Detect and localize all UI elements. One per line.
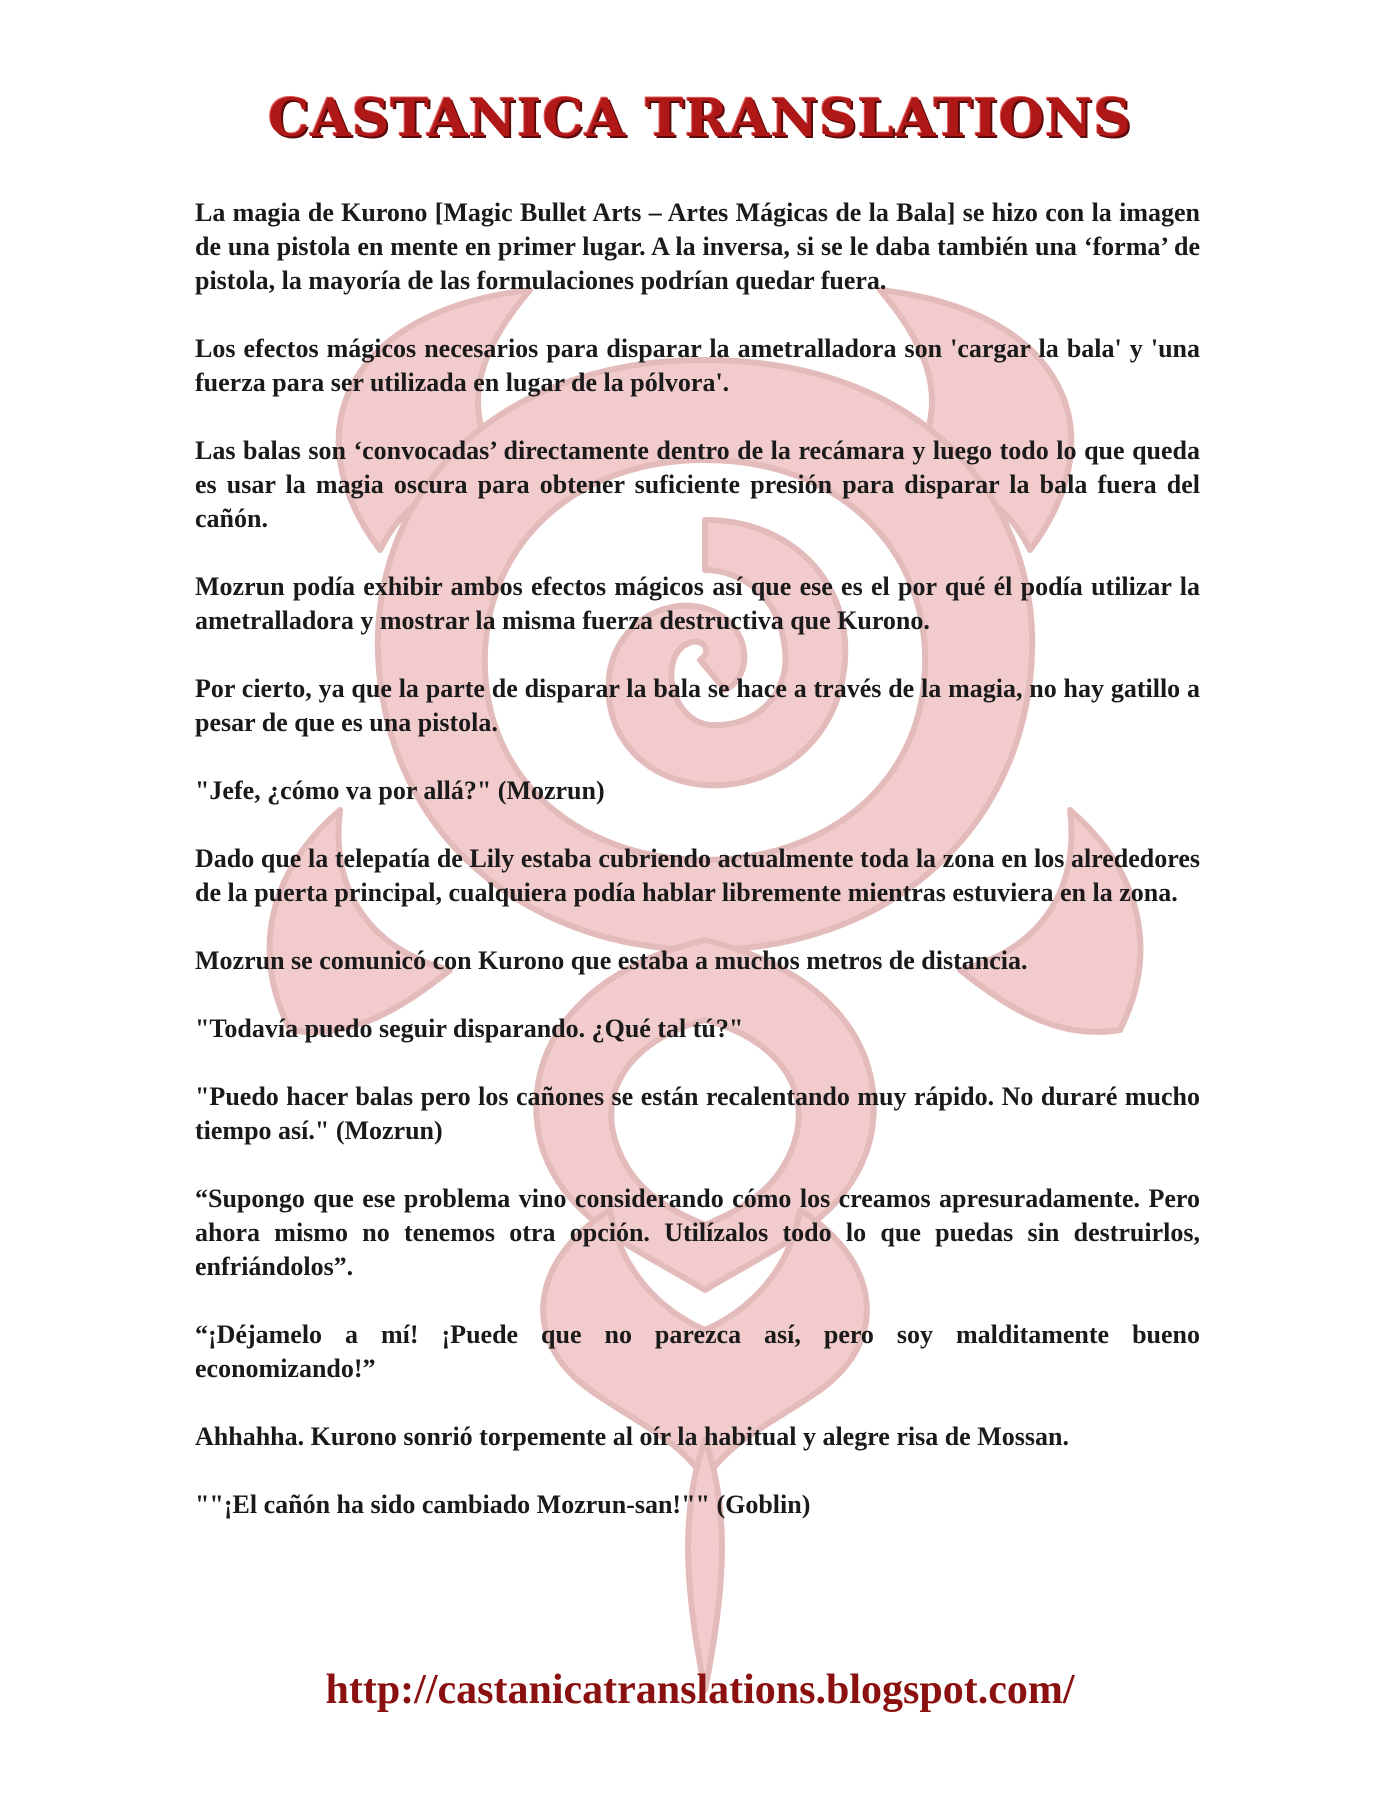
header bbox=[0, 88, 1400, 149]
paragraph: La magia de Kurono [Magic Bullet Arts – Artes Mágicas de la Bala] se hizo con la imagen de una pistola en mente en primer lugar. A la inversa, si se le daba también una ‘forma’ de pistola, la mayoría de las formulaciones podrían quedar fuera. bbox=[195, 198, 1200, 295]
paragraph: "Todavía puedo seguir disparando. ¿Qué tal tú?" bbox=[195, 1014, 744, 1043]
paragraph: "Jefe, ¿cómo va por allá?" (Mozrun) bbox=[195, 776, 605, 805]
blog-url-link[interactable]: http://castanicatranslations.blogspot.com/ bbox=[325, 1667, 1075, 1713]
paragraph: Dado que la telepatía de Lily estaba cubriendo actualmente toda la zona en los alrededores de la puerta principal, cualquiera podía hablar libremente mientras estuviera en la zona. bbox=[195, 844, 1200, 907]
site-title: CASTANICA TRANSLATIONS bbox=[268, 88, 1132, 149]
paragraph: Los efectos mágicos necesarios para disparar la ametralladora son 'cargar la bala' y 'una fuerza para ser utilizada en lugar de la pólvora'. bbox=[195, 334, 1200, 397]
paragraph: “Supongo que ese problema vino considerando cómo los creamos apresuradamente. Pero ahora mismo no tenemos otra opción. Utilízalos todo lo que puedas sin destruirlos, enfriándolos”. bbox=[195, 1184, 1200, 1281]
paragraph: Ahhahha. Kurono sonrió torpemente al oír la habitual y alegre risa de Mossan. bbox=[195, 1422, 1069, 1451]
paragraph: Mozrun podía exhibir ambos efectos mágicos así que ese es el por qué él podía utilizar la ametralladora y mostrar la misma fuerza destructiva que Kurono. bbox=[195, 572, 1200, 635]
paragraph: ""¡El cañón ha sido cambiado Mozrun-san!"" (Goblin) bbox=[195, 1490, 811, 1519]
paragraph: "Puedo hacer balas pero los cañones se están recalentando muy rápido. No duraré mucho tiempo así." (Mozrun) bbox=[195, 1082, 1200, 1145]
paragraph: Las balas son ‘convocadas’ directamente dentro de la recámara y luego todo lo que queda es usar la magia oscura para obtener suficiente presión para disparar la bala fuera del cañón. bbox=[195, 436, 1200, 533]
paragraph: “¡Déjamelo a mí! ¡Puede que no parezca así, pero soy malditamente bueno economizando!” bbox=[195, 1320, 1200, 1383]
footer bbox=[0, 1666, 1400, 1714]
paragraph: Mozrun se comunicó con Kurono que estaba a muchos metros de distancia. bbox=[195, 946, 1028, 975]
document-body bbox=[195, 196, 1200, 1556]
paragraph: Por cierto, ya que la parte de disparar la bala se hace a través de la magia, no hay gatillo a pesar de que es una pistola. bbox=[195, 674, 1200, 737]
